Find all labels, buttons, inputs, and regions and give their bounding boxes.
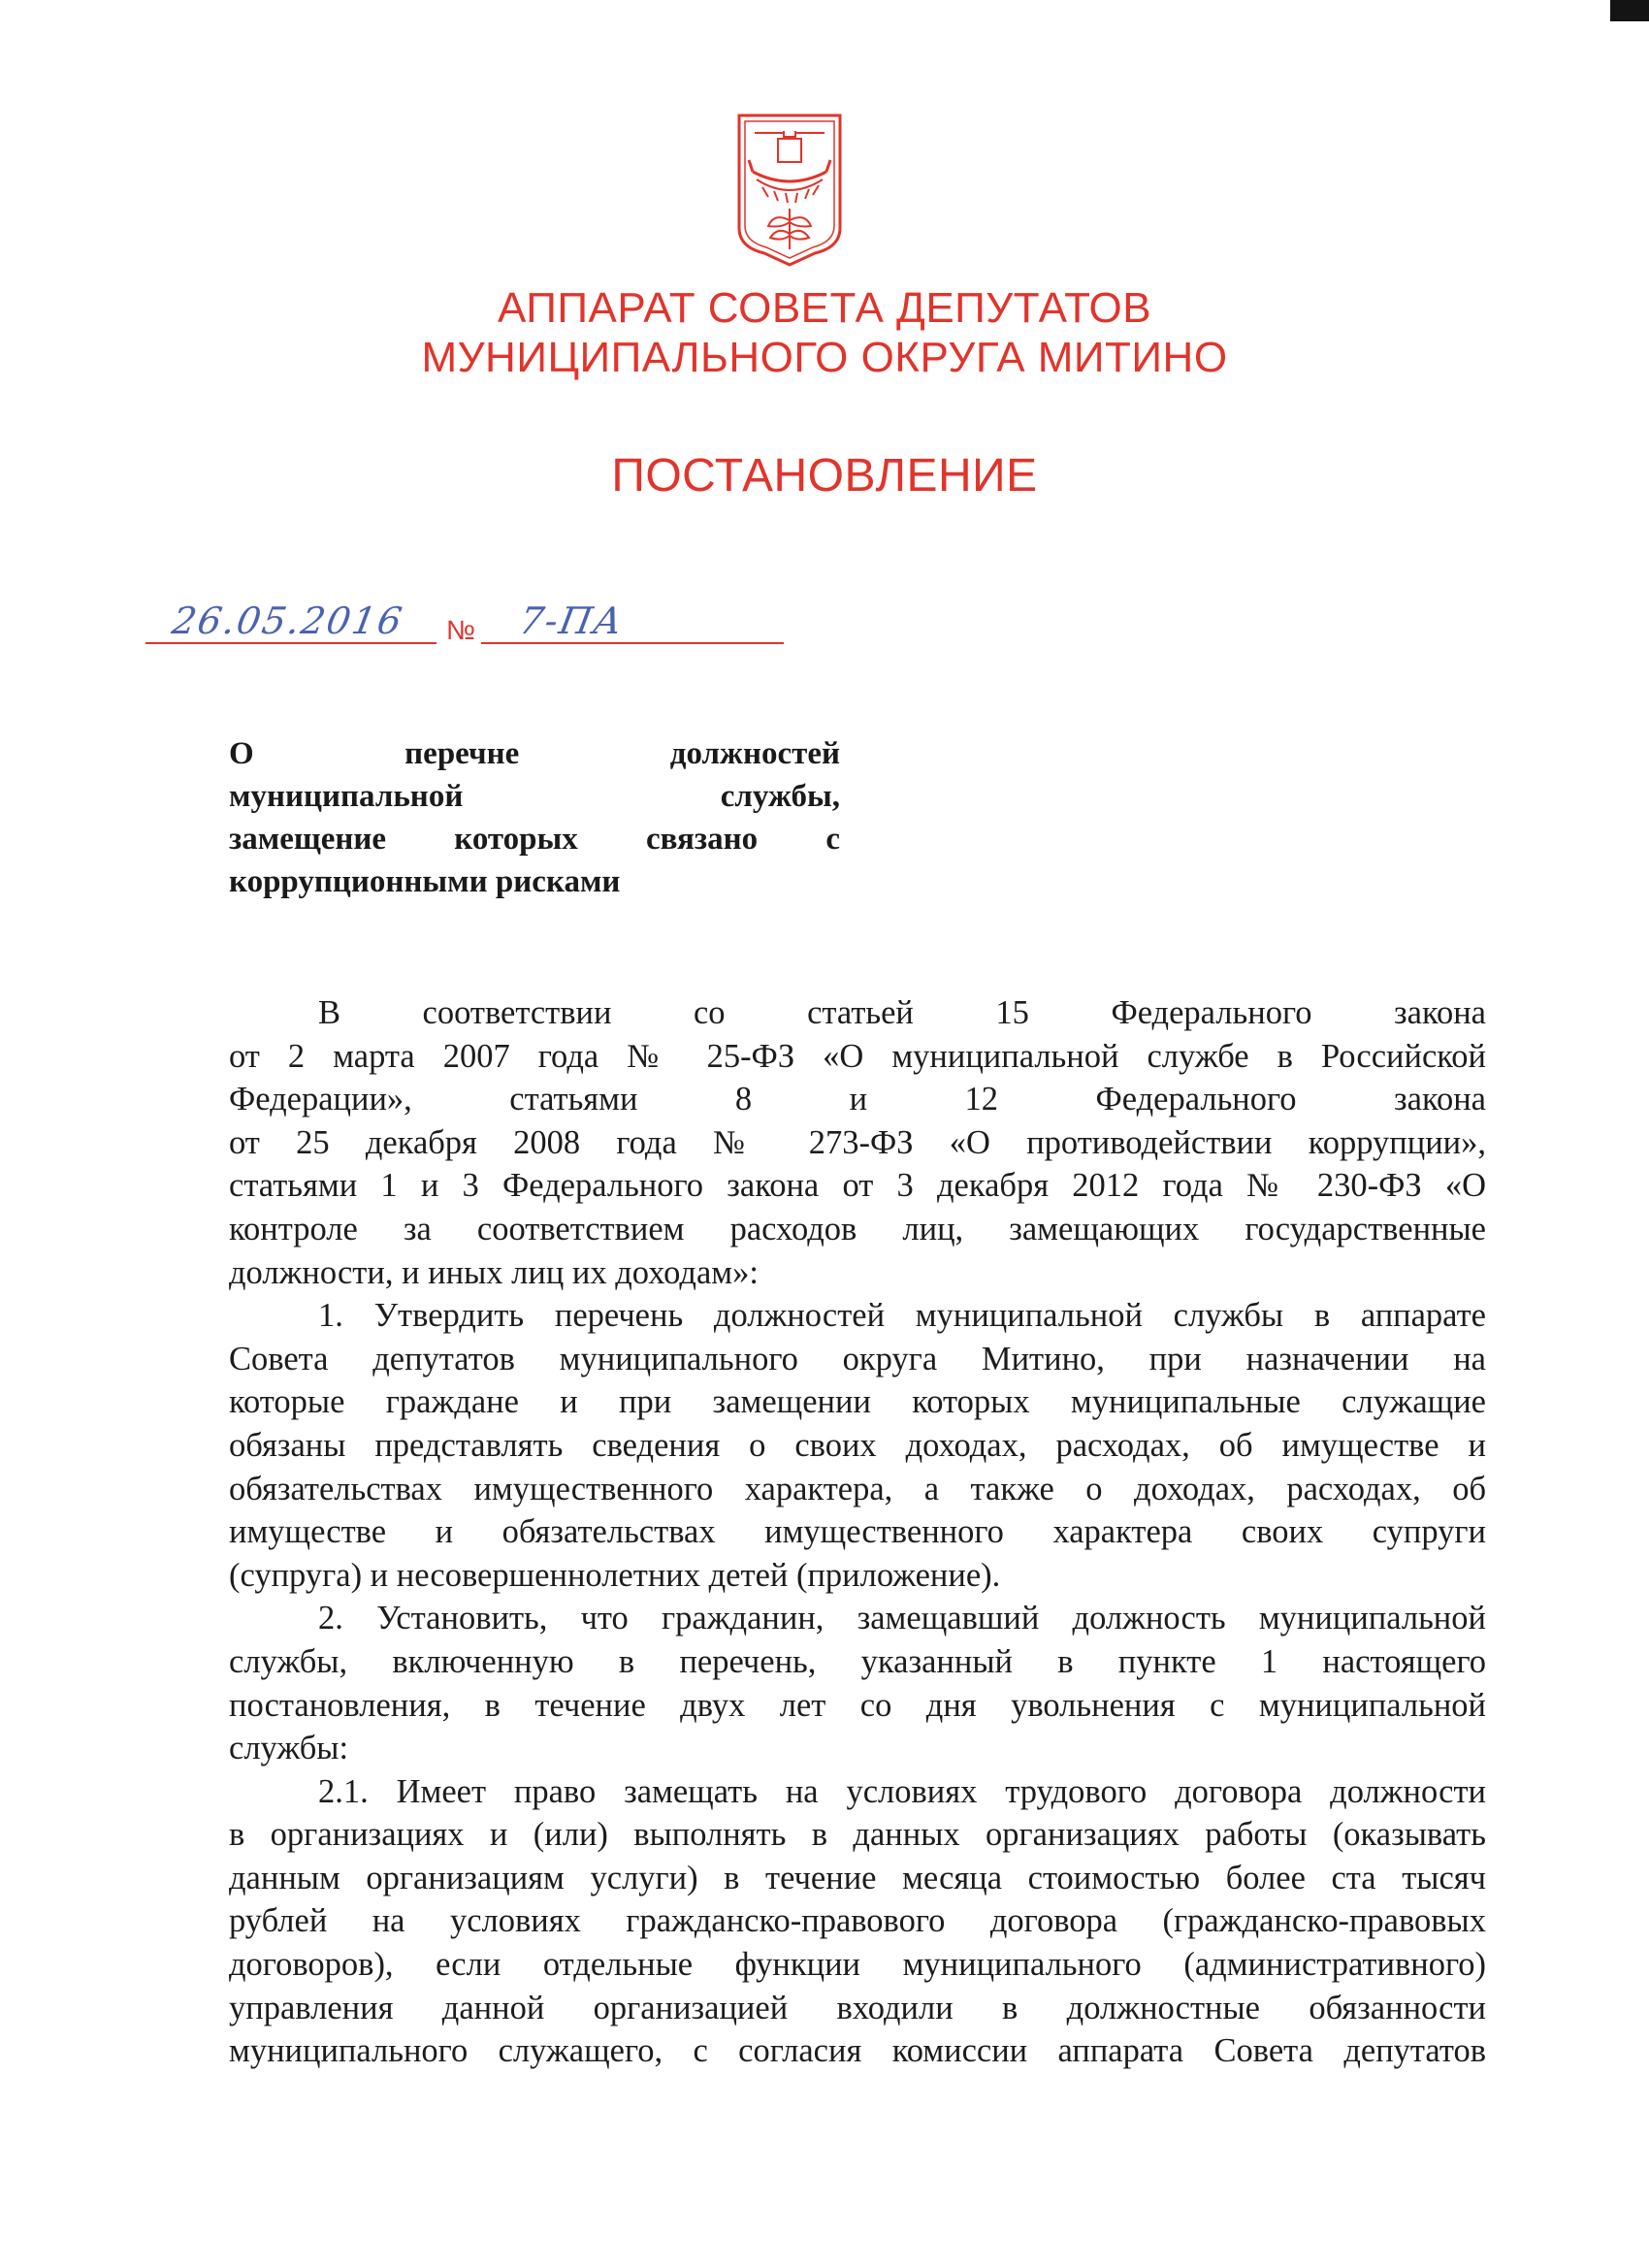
body-line: Федерации», статьями 8 и 12 Федерального закона bbox=[229, 1081, 1486, 1118]
document-body bbox=[229, 991, 1486, 2073]
subject-line: коррупционными рисками bbox=[229, 864, 621, 899]
body-line: (супруга) и несовершеннолетних детей (приложение). bbox=[229, 1556, 1001, 1594]
mitino-coat-of-arms-icon bbox=[735, 112, 844, 269]
document-subject bbox=[229, 732, 840, 903]
body-line: от 2 марта 2007 года № 25-ФЗ «О муниципальной службе в Российской bbox=[229, 1037, 1486, 1075]
body-line: договоров), если отдельные функции муниципального (административного) bbox=[229, 1946, 1486, 1984]
number-underline bbox=[481, 642, 784, 644]
document-type-title: ПОСТАНОВЛЕНИЕ bbox=[611, 450, 1038, 502]
body-line: управления данной организацией входили в должностные обязанности bbox=[229, 1989, 1486, 2026]
body-line: контроле за соответствием расходов лиц, замещающих государственные bbox=[229, 1210, 1486, 1247]
body-line: 1. Утвердить перечень должностей муниципальной службы в аппарате bbox=[318, 1297, 1486, 1335]
body-line: обязаны представлять сведения о своих доходах, расходах, об имуществе и bbox=[229, 1426, 1486, 1464]
body-line: постановления, в течение двух лет со дня увольнения с муниципальной bbox=[229, 1686, 1486, 1724]
handwritten-number: 7-ПА bbox=[516, 599, 628, 642]
organization-name-line-1: АППАРАТ СОВЕТА ДЕПУТАТОВ bbox=[497, 284, 1152, 332]
body-line: 2. Установить, что гражданин, замещавший должность муниципальной bbox=[318, 1600, 1486, 1637]
organization-name-line-2: МУНИЦИПАЛЬНОГО ОКРУГА МИТИНО bbox=[421, 334, 1228, 381]
body-line: от 25 декабря 2008 года № 273-ФЗ «О противодействии коррупции», bbox=[229, 1123, 1486, 1161]
subject-line: муниципальной службы, bbox=[229, 779, 840, 814]
body-line: В соответствии со статьей 15 Федерального закона bbox=[318, 994, 1486, 1031]
body-line: Совета депутатов муниципального округа Митино, при назначении на bbox=[229, 1340, 1486, 1377]
body-line: обязательствах имущественного характера, а также о доходах, расходах, об bbox=[229, 1470, 1486, 1507]
body-line: муниципального служащего, с согласия комиссии аппарата Совета депутатов bbox=[229, 2032, 1486, 2070]
body-line: должности, и иных лиц их доходам»: bbox=[229, 1253, 759, 1291]
body-line: в организациях и (или) выполнять в данных организациях работы (оказывать bbox=[229, 1816, 1486, 1854]
body-line: статьями 1 и 3 Федерального закона от 3 декабря 2012 года № 230-ФЗ «О bbox=[229, 1167, 1486, 1205]
handwritten-date: 26.05.2016 bbox=[169, 599, 407, 642]
date-underline bbox=[146, 642, 436, 644]
body-line: рублей на условиях гражданско-правового договора (гражданско-правовых bbox=[229, 1902, 1486, 1940]
number-sign: № bbox=[446, 615, 476, 645]
body-line: имуществе и обязательствах имущественного характера своих супруги bbox=[229, 1513, 1486, 1551]
body-line: 2.1. Имеет право замещать на условиях трудового договора должности bbox=[318, 1772, 1486, 1810]
body-line: данным организациям услуги) в течение месяца стоимостью более ста тысяч bbox=[229, 1859, 1486, 1896]
body-line: службы: bbox=[229, 1730, 349, 1767]
scan-corner-mark bbox=[1610, 0, 1649, 21]
subject-line: О перечне должностей bbox=[229, 736, 840, 771]
subject-line: замещение которых связано с bbox=[229, 822, 840, 857]
body-line: службы, включенную в перечень, указанный в пункте 1 настоящего bbox=[229, 1642, 1486, 1680]
body-line: которые граждане и при замещении которых муниципальные служащие bbox=[229, 1383, 1486, 1421]
